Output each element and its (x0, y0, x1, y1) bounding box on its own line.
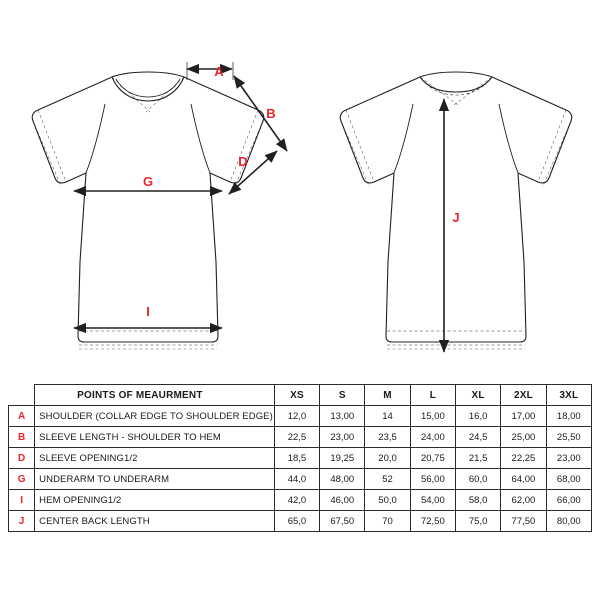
marker-label-j: J (452, 210, 460, 225)
header-cell-l: L (410, 385, 455, 406)
header-cell-key (9, 385, 35, 406)
cell-xl: 24,5 (456, 427, 501, 448)
marker-label-i: I (146, 304, 150, 319)
table-row (9, 511, 592, 532)
cell-xs: 12,0 (274, 406, 319, 427)
cell-l: 15,00 (410, 406, 455, 427)
cell-3xl: 66,00 (546, 490, 591, 511)
row-key: J (9, 511, 35, 532)
cell-s: 67,50 (320, 511, 365, 532)
cell-l: 54,00 (410, 490, 455, 511)
size-table-wrapper (8, 384, 592, 532)
cell-3xl: 18,00 (546, 406, 591, 427)
row-key: A (9, 406, 35, 427)
table-row (9, 427, 592, 448)
cell-xs: 44,0 (274, 469, 319, 490)
cell-xl: 16,0 (456, 406, 501, 427)
cell-s: 48,00 (320, 469, 365, 490)
header-cell-s: S (320, 385, 365, 406)
cell-m: 70 (365, 511, 410, 532)
cell-3xl: 80,00 (546, 511, 591, 532)
cell-l: 24,00 (410, 427, 455, 448)
cell-l: 56,00 (410, 469, 455, 490)
cell-s: 13,00 (320, 406, 365, 427)
cell-xs: 18,5 (274, 448, 319, 469)
cell-l: 20,75 (410, 448, 455, 469)
row-key: B (9, 427, 35, 448)
header-cell-xs: XS (274, 385, 319, 406)
cell-m: 14 (365, 406, 410, 427)
cell-m: 52 (365, 469, 410, 490)
header-cell-xl: XL (456, 385, 501, 406)
cell-xs: 65,0 (274, 511, 319, 532)
header-cell-2xl: 2XL (501, 385, 546, 406)
header-cell-description: POINTS OF MEAURMENT (35, 385, 275, 406)
marker-label-b: B (266, 106, 276, 121)
cell-xl: 60,0 (456, 469, 501, 490)
cell-2xl: 17,00 (501, 406, 546, 427)
table-row (9, 406, 592, 427)
row-key: G (9, 469, 35, 490)
cell-2xl: 62,00 (501, 490, 546, 511)
cell-m: 50,0 (365, 490, 410, 511)
row-description: CENTER BACK LENGTH (35, 511, 275, 532)
row-description: SLEEVE OPENING1/2 (35, 448, 275, 469)
row-description: HEM OPENING1/2 (35, 490, 275, 511)
table-row (9, 490, 592, 511)
cell-2xl: 22,25 (501, 448, 546, 469)
table-row (9, 469, 592, 490)
row-description: UNDERARM TO UNDERARM (35, 469, 275, 490)
marker-label-a: A (214, 64, 224, 79)
cell-xs: 42,0 (274, 490, 319, 511)
cell-2xl: 64,00 (501, 469, 546, 490)
row-key: I (9, 490, 35, 511)
cell-2xl: 25,00 (501, 427, 546, 448)
size-table (8, 384, 592, 532)
header-cell-m: M (365, 385, 410, 406)
table-header-row (9, 385, 592, 406)
cell-3xl: 23,00 (546, 448, 591, 469)
cell-2xl: 77,50 (501, 511, 546, 532)
table-row (9, 448, 592, 469)
cell-s: 23,00 (320, 427, 365, 448)
cell-xs: 22,5 (274, 427, 319, 448)
cell-l: 72,50 (410, 511, 455, 532)
cell-3xl: 25,50 (546, 427, 591, 448)
row-description: SHOULDER (COLLAR EDGE TO SHOULDER EDGE) (35, 406, 275, 427)
marker-label-d: D (238, 154, 248, 169)
header-cell-3xl: 3XL (546, 385, 591, 406)
cell-m: 23,5 (365, 427, 410, 448)
row-description: SLEEVE LENGTH - SHOULDER TO HEM (35, 427, 275, 448)
cell-s: 19,25 (320, 448, 365, 469)
cell-3xl: 68,00 (546, 469, 591, 490)
cell-m: 20,0 (365, 448, 410, 469)
marker-label-g: G (142, 174, 154, 189)
cell-xl: 21,5 (456, 448, 501, 469)
cell-xl: 58,0 (456, 490, 501, 511)
cell-s: 46,00 (320, 490, 365, 511)
cell-xl: 75,0 (456, 511, 501, 532)
row-key: D (9, 448, 35, 469)
